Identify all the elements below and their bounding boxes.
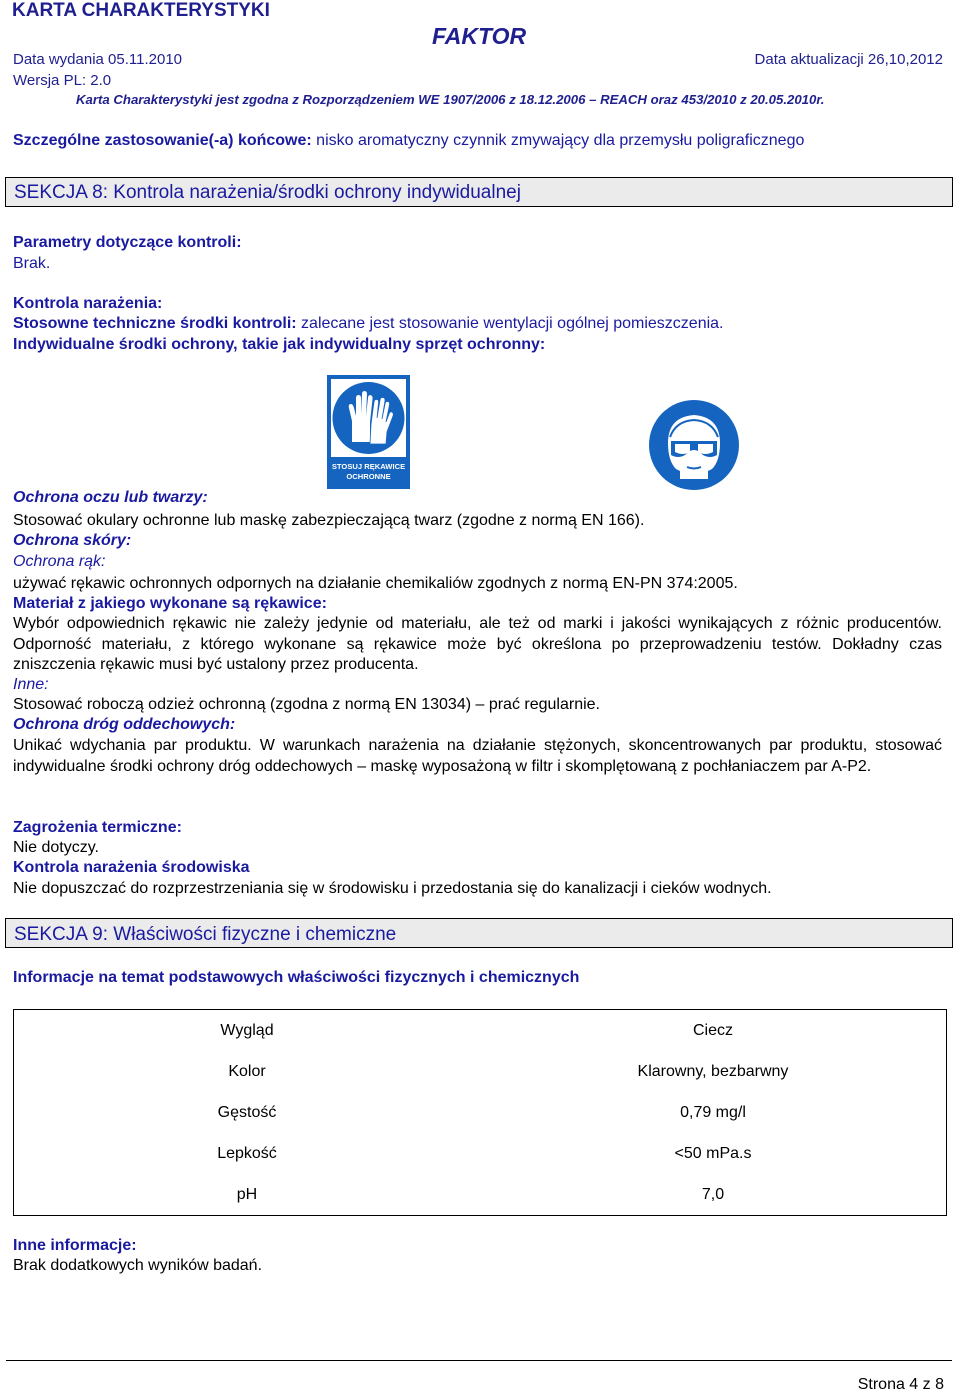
eye-label: Ochrona oczu lub twarzy: — [13, 489, 208, 506]
page-number: Strona 4 z 8 — [857, 1376, 944, 1393]
tech-controls — [13, 315, 724, 333]
end-use — [13, 132, 804, 150]
resp-text: Unikać wdychania par produktu. W warunkach narażenia na działanie stężonych, skoncentrowanych par produktu, stosować indywidualne środki ochrony dróg oddechowych – maskę wyposażoną w filtr i skomplętowaną z pochłaniaczem par A-P2. — [13, 737, 942, 775]
section-8-title: SEKCJA 8: Kontrola narażenia/środki ochrony indywidualnej — [14, 182, 521, 203]
env-label: Kontrola narażenia środowiska — [13, 859, 250, 876]
issue-date: Data wydania 05.11.2010 — [13, 51, 183, 68]
params-label: Parametry dotyczące kontroli: — [13, 234, 242, 251]
product-name: FAKTOR — [432, 23, 527, 49]
property-value: 0,79 mg/l — [680, 1103, 746, 1121]
property-value: <50 mPa.s — [674, 1144, 752, 1162]
table-row — [14, 1174, 947, 1216]
gloves-sign-line1: STOSUJ RĘKAWICE — [331, 462, 406, 471]
section-9-header — [5, 918, 953, 948]
update-date: Data aktualizacji 26,10,2012 — [754, 51, 943, 68]
material-label: Materiał z jakiego wykonane są rękawice: — [13, 595, 327, 612]
property-name: Gęstość — [217, 1103, 277, 1121]
params-value: Brak. — [13, 255, 51, 272]
tech-text: zalecane jest stosowanie wentylacji ogólnej pomieszczenia. — [296, 315, 724, 332]
other-info-label: Inne informacje: — [13, 1237, 137, 1254]
property-name: Lepkość — [217, 1144, 277, 1162]
property-name: Wygląd — [220, 1021, 274, 1039]
skin-label: Ochrona skóry: — [13, 532, 132, 549]
document-title: KARTA CHARAKTERYSTYKI — [12, 0, 270, 21]
thermal-text: Nie dotyczy. — [13, 839, 99, 856]
tech-label: Stosowne techniczne środki kontroli: — [13, 315, 297, 332]
table-row — [14, 1051, 947, 1092]
regulation-note: Karta Charakterystyki jest zgodna z Rozporządzeniem WE 1907/2006 z 18.12.2006 – REACH oraz 453/2010 z 20.05.2010r. — [76, 92, 825, 107]
property-name: Kolor — [228, 1062, 266, 1080]
gloves-sign-line2: OCHRONNE — [346, 472, 391, 481]
version: Wersja PL: 2.0 — [13, 72, 112, 89]
eye-text: Stosować okulary ochronne lub maskę zabezpieczającą twarz (zgodne z normą EN 166). — [13, 512, 645, 529]
section-9-title: SEKCJA 9: Właściwości fizyczne i chemiczne — [14, 924, 397, 945]
property-value: 7,0 — [701, 1185, 725, 1203]
properties-table — [13, 1009, 947, 1216]
property-name: pH — [236, 1185, 258, 1203]
other-ppe-label: Inne: — [13, 676, 49, 693]
table-row — [14, 1092, 947, 1133]
hands-text: używać rękawic ochronnych odpornych na działanie chemikaliów zgodnych z normą EN-PN 374:2005. — [13, 575, 738, 592]
hands-label: Ochrona rąk: — [13, 553, 106, 570]
footer-rule — [6, 1360, 952, 1361]
exposure-label: Kontrola narażenia: — [13, 295, 163, 312]
resp-label: Ochrona dróg oddechowych: — [13, 716, 236, 733]
goggles-icon — [648, 399, 740, 491]
eye-protection-sign — [648, 399, 740, 491]
section-9-subtitle: Informacje na temat podstawowych właściwości fizycznych i chemicznych — [13, 969, 580, 986]
gloves-sign — [327, 375, 410, 489]
gloves-icon — [328, 376, 409, 488]
other-info-text: Brak dodatkowych wyników badań. — [13, 1257, 263, 1274]
table-row — [14, 1010, 947, 1052]
end-use-text: nisko aromatyczny czynnik zmywający dla przemysłu poligraficznego — [311, 132, 805, 149]
material-text: Wybór odpowiednich rękawic nie zależy jedynie od materiału, ale też od marki i jakości wynikających z różnic producentów. Odporność materiału, z którego wykonane są rękawice może być określona po przeprowadzeniu testów. Dokładny czas zniszczenia rękawic musi być ustalony przez producenta. — [13, 615, 942, 673]
table-row — [14, 1133, 947, 1174]
section-8-header — [5, 177, 953, 207]
property-value: Ciecz — [692, 1021, 733, 1039]
end-use-label: Szczególne zastosowanie(-a) końcowe: — [13, 132, 312, 149]
ppe-label: Indywidualne środki ochrony, takie jak indywidualny sprzęt ochronny: — [13, 336, 546, 353]
env-text: Nie dopuszczać do rozprzestrzeniania się w środowisku i przedostania się do kanalizacji i cieków wodnych. — [13, 880, 772, 897]
property-value: Klarowny, bezbarwny — [637, 1062, 789, 1080]
thermal-label: Zagrożenia termiczne: — [13, 819, 182, 836]
other-ppe-text: Stosować roboczą odzież ochronną (zgodna z normą EN 13034) – prać regularnie. — [13, 696, 600, 713]
